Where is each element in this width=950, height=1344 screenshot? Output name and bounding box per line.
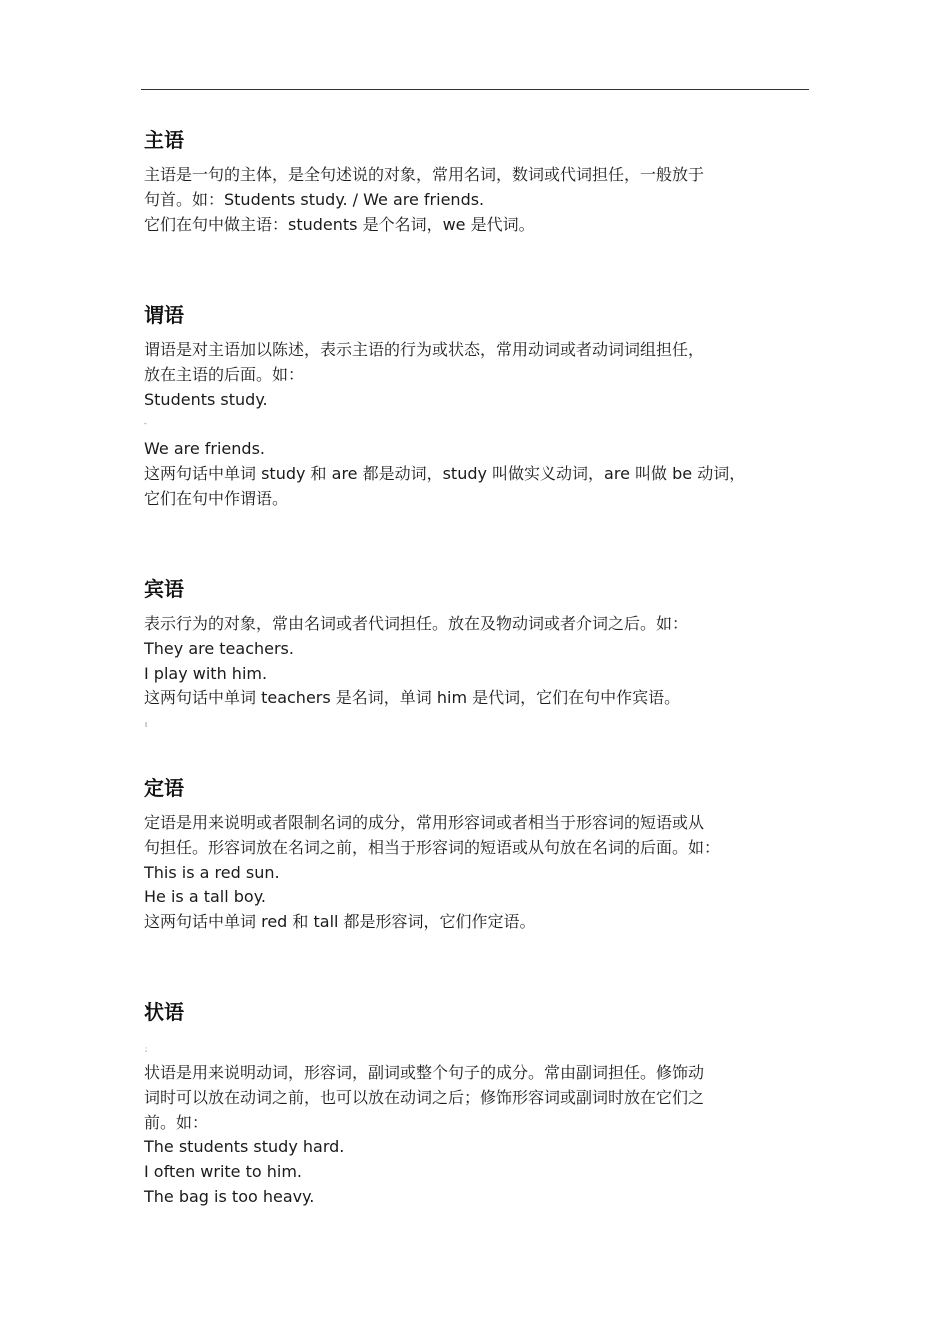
text-line: 词时可以放在动词之前，也可以放在动词之后；修饰形容词或副词时放在它们之 (144, 1087, 705, 1107)
stray-mark: ; (145, 1045, 148, 1053)
text-line: 定语是用来说明或者限制名词的成分，常用形容词或者相当于形容词的短语或从 (144, 813, 705, 832)
text-line: 表示行为的对象，常由名词或者代词担任。放在及物动词或者介词之后。如： (144, 614, 689, 633)
text-line: 它们在句中做主语：students 是个名词，we 是代词。 (144, 214, 535, 234)
text-line: The bag is too heavy. (144, 1186, 315, 1206)
text-line: 这两句话中单词 study 和 are 都是动词，study 叫做实义动词，are 叫做 be 动词， (144, 463, 746, 483)
stray-mark: - (144, 420, 147, 429)
text-line: 放在主语的后面。如： (144, 364, 305, 384)
section-object (144, 576, 810, 711)
section-heading: 宾语 (144, 577, 184, 601)
text-line: I often write to him. (144, 1162, 303, 1182)
section-adverbial-body (144, 1061, 810, 1210)
text-line: 状语是用来说明动词，形容词，副词或整个句子的成分。常由副词担任。修饰动 (144, 1063, 705, 1082)
text-line: 句首。如：Students study. / We are friends. (144, 189, 485, 209)
text-line: 这两句话中单词 teachers 是名词，单词 him 是代词，它们在句中作宾语。 (144, 688, 681, 708)
text-line: 谓语是对主语加以陈述，表示主语的行为或状态，常用动词或者动词词组担任， (144, 340, 705, 359)
section-subject (144, 127, 810, 237)
text-line: 它们在句中作谓语。 (144, 488, 289, 508)
text-line: 这两句话中单词 red 和 tall 都是形容词，它们作定语。 (144, 912, 536, 932)
text-line: This is a red sun. (144, 862, 280, 882)
section-adverbial (144, 999, 810, 1035)
section-heading: 谓语 (144, 303, 184, 327)
section-heading: 主语 (144, 128, 184, 152)
text-line: 句担任。形容词放在名词之前，相当于形容词的短语或从句放在名词的后面。如： (144, 837, 721, 857)
section-heading: 状语 (144, 1000, 184, 1024)
text-line: Students study. (144, 389, 268, 409)
text-line: We are friends. (144, 439, 265, 459)
text-line: They are teachers. (144, 638, 294, 658)
text-line: 前。如： (144, 1112, 209, 1132)
text-line: I play with him. (144, 663, 268, 683)
text-line: The students study hard. (144, 1137, 345, 1157)
stray-mark: I (145, 721, 148, 729)
section-predicate (144, 302, 810, 512)
section-attribute (144, 775, 810, 935)
section-heading: 定语 (144, 776, 184, 800)
header-rule (141, 89, 809, 90)
text-line: He is a tall boy. (144, 887, 266, 907)
text-line: 主语是一句的主体，是全句述说的对象，常用名词，数词或代词担任，一般放于 (144, 165, 705, 184)
